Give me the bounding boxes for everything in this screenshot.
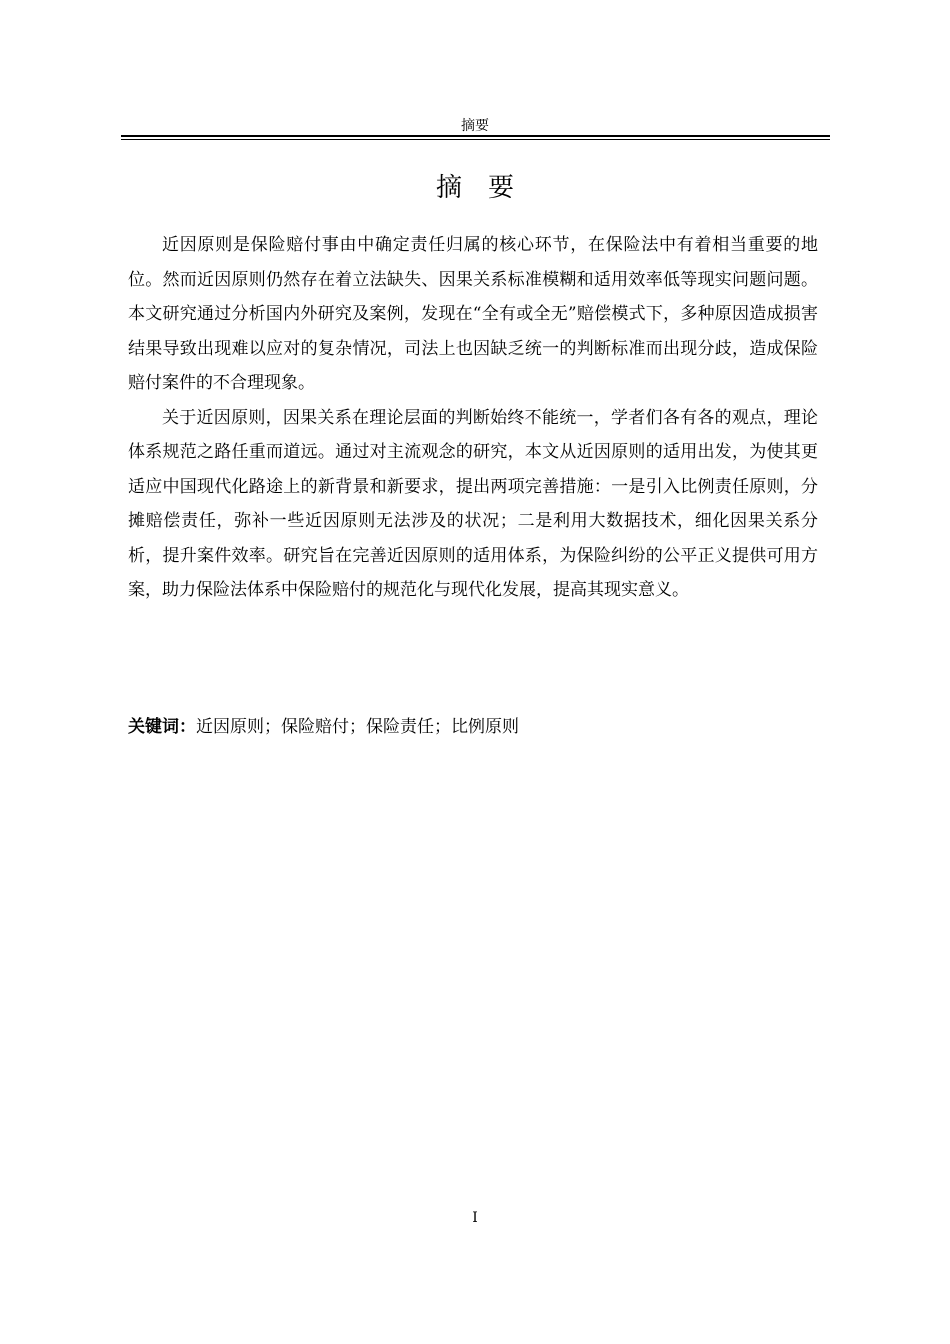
- keywords-label: 关键词：: [128, 717, 196, 737]
- keywords-line: [128, 712, 828, 742]
- keywords-list: 近因原则；保险赔付；保险责任；比例原则: [196, 717, 519, 737]
- abstract-paragraph-1: 近因原则是保险赔付事由中确定责任归属的核心环节，在保险法中有着相当重要的地位。然而近因原则仍然存在着立法缺失、因果关系标准模糊和适用效率低等现实问题问题。本文研究通过分析国内外研究及案例，发现在“全有或全无”赔偿模式下，多种原因造成损害结果导致出现难以应对的复杂情况，司法上也因缺乏统一的判断标准而出现分歧，造成保险赔付案件的不合理现象。: [128, 235, 818, 393]
- page-title: 摘要: [435, 173, 540, 203]
- header-rule-thin: [121, 139, 830, 140]
- abstract-paragraph-2: 关于近因原则，因果关系在理论层面的判断始终不能统一，学者们各有各的观点，理论体系规范之路任重而道远。通过对主流观念的研究，本文从近因原则的适用出发，为使其更适应中国现代化路途上的新背景和新要求，提出两项完善措施：一是引入比例责任原则，分摊赔偿责任，弥补一些近因原则无法涉及的状况；二是利用大数据技术，细化因果关系分析，提升案件效率。研究旨在完善近因原则的适用体系，为保险纠纷的公平正义提供可用方案，助力保险法体系中保险赔付的规范化与现代化发展，提高其现实意义。: [128, 407, 818, 600]
- abstract-body: [128, 228, 818, 608]
- header-rule-thick: [121, 135, 830, 137]
- page-number: I: [472, 1210, 478, 1226]
- running-header: 摘要: [461, 118, 489, 134]
